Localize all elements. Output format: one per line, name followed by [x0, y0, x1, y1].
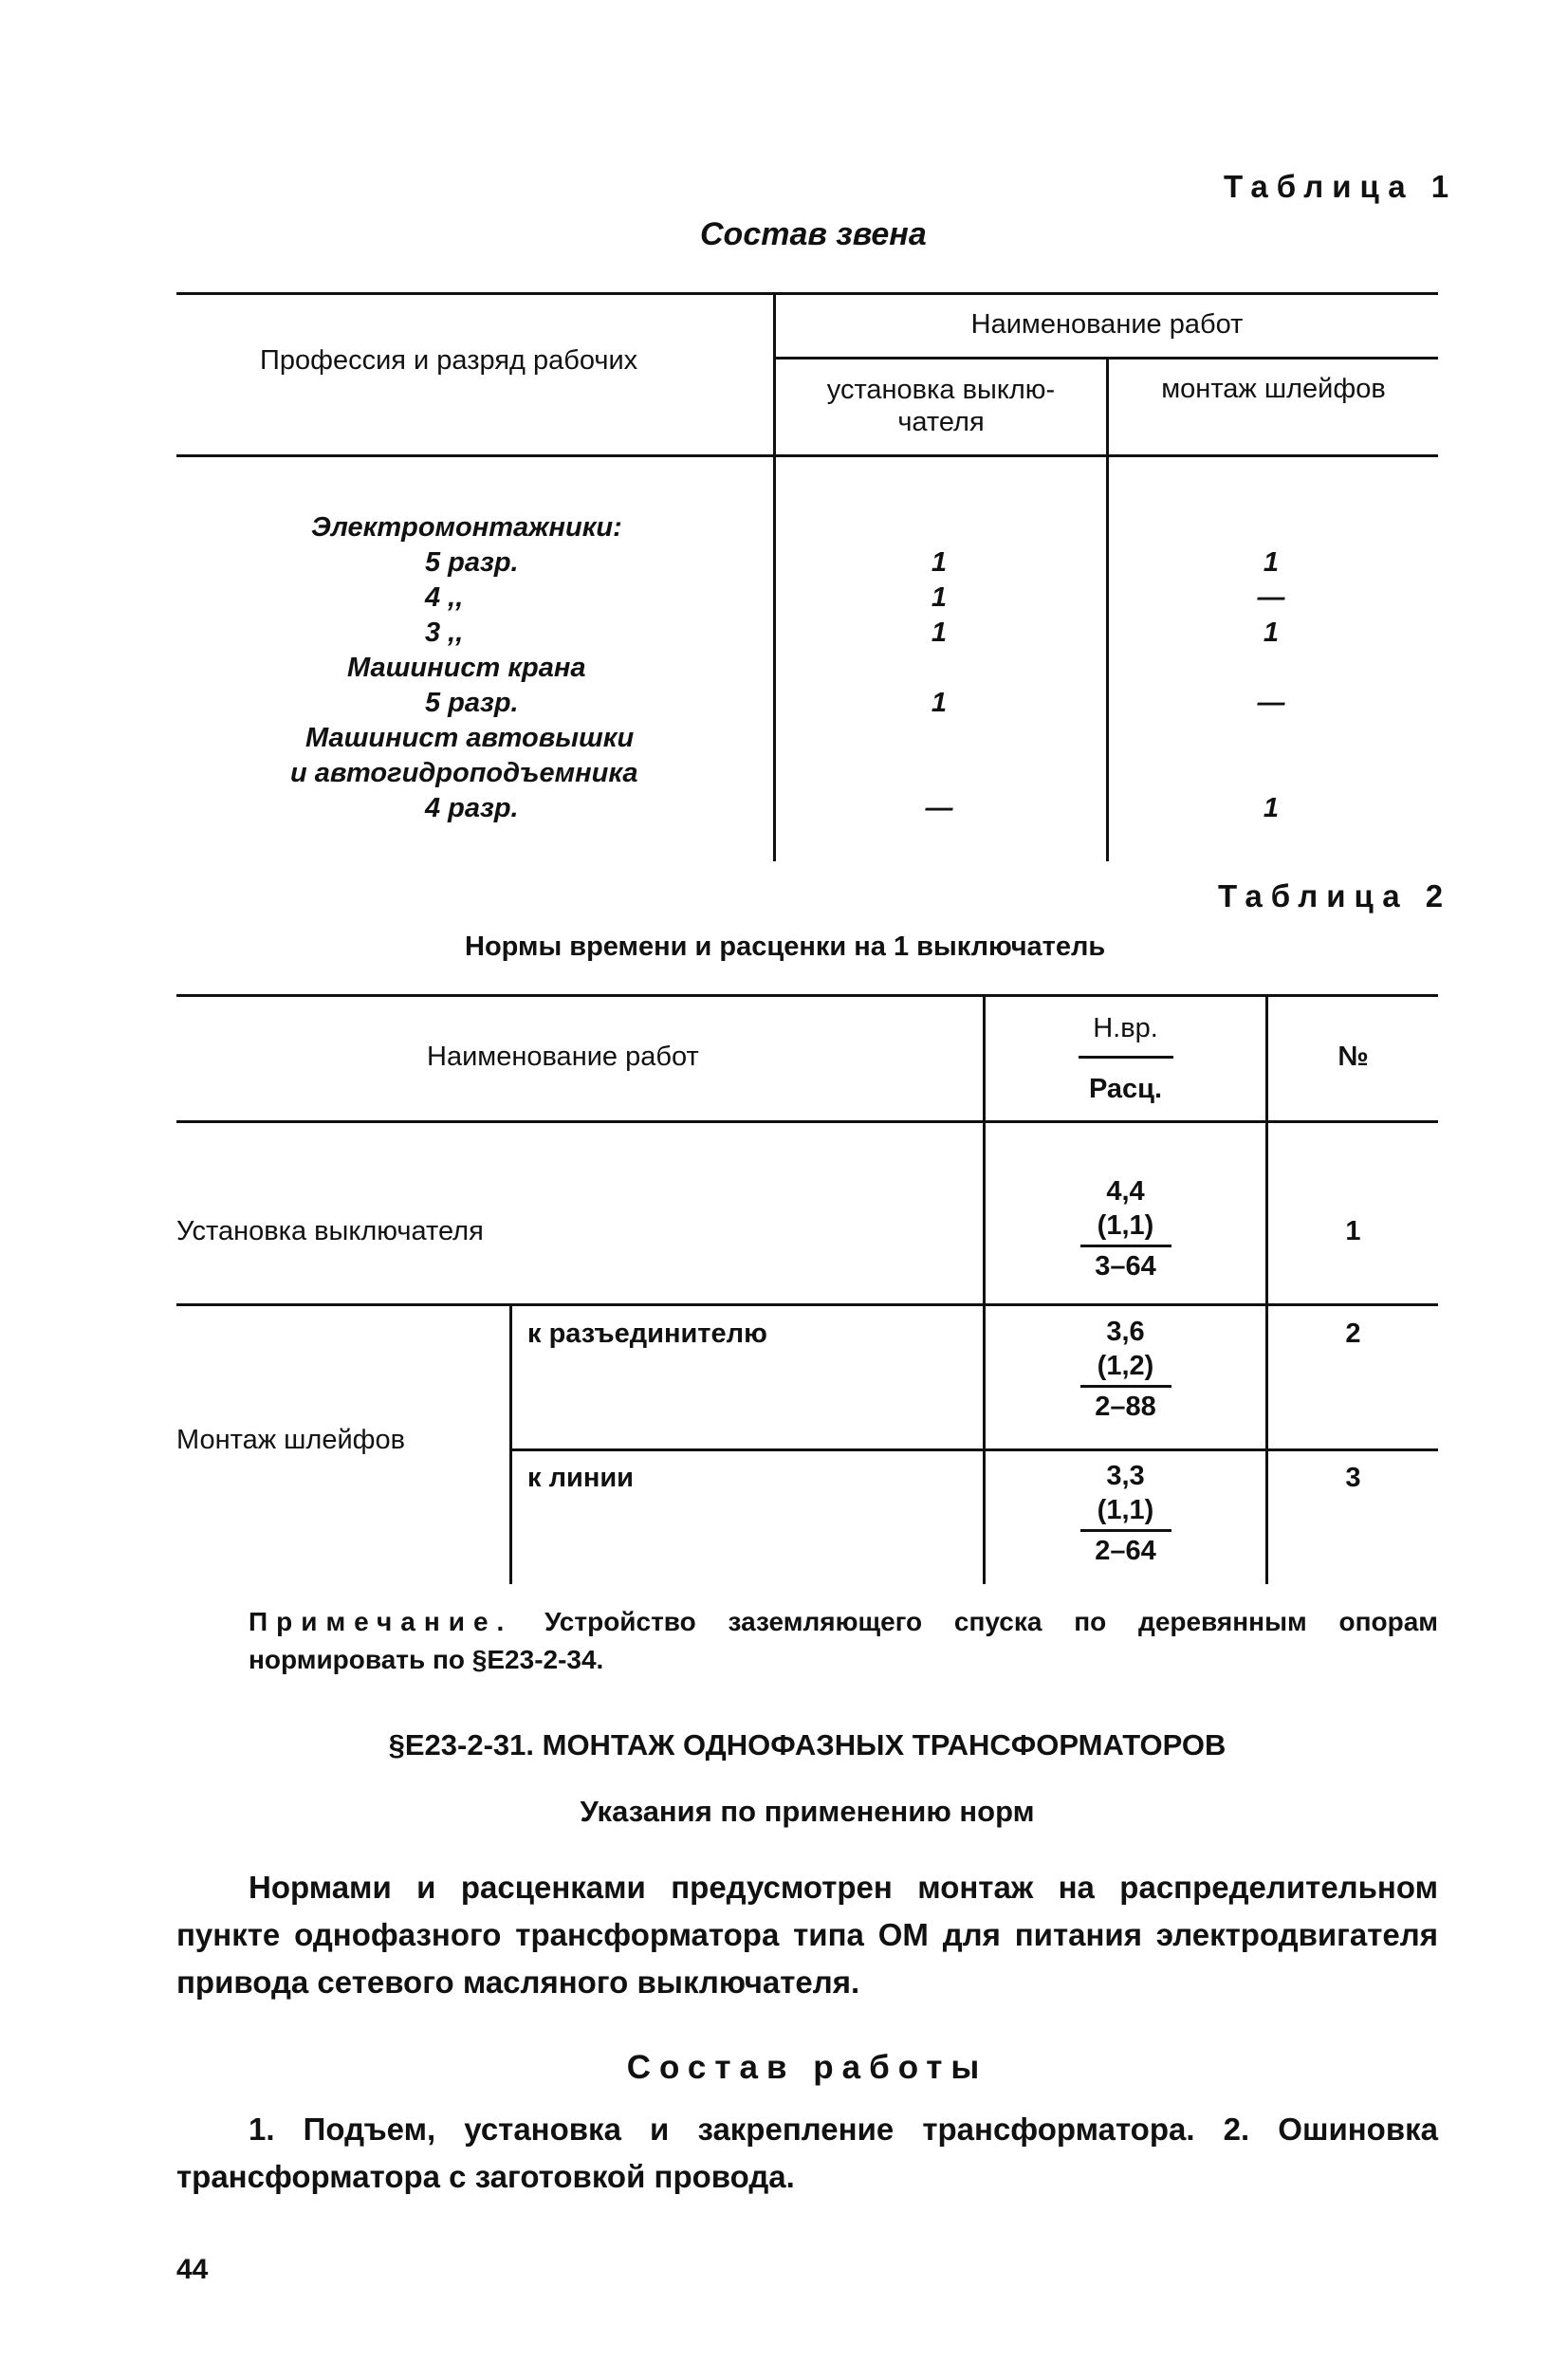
- table2-row2-no: 2: [1345, 1319, 1361, 1349]
- table2-col-divider-2: [1265, 994, 1268, 1584]
- table2-row3-no: 3: [1345, 1463, 1361, 1493]
- table1-row-label: 3 ,,: [425, 618, 464, 648]
- table2-row2-value: [986, 1315, 1265, 1424]
- table2-row2-bottom-rule: [509, 1448, 1438, 1451]
- rate: 2–88: [1095, 1392, 1156, 1422]
- table1-header-col1: установка выклю- чателя: [826, 375, 1056, 437]
- table1-cell-col1: 1: [931, 618, 948, 648]
- table2-row1-bottom-rule: [176, 1303, 1438, 1306]
- table1-header-col2: монтаж шлейфов: [1161, 374, 1386, 404]
- table2-caption: Таблица 2: [1218, 878, 1452, 913]
- section-heading: §Е23-2-31. МОНТАЖ ОДНОФАЗНЫХ ТРАНСФОРМАТОРОВ: [388, 1728, 1227, 1762]
- norm-time: 3,6: [1106, 1317, 1145, 1347]
- table1-row-label: Машинист крана: [347, 653, 586, 683]
- work-composition-title: Состав работы: [626, 2049, 988, 2086]
- table1-row-label: 5 разр.: [425, 688, 519, 718]
- fraction-bar: [1080, 1529, 1171, 1532]
- norm-time: 3,3: [1106, 1461, 1145, 1491]
- fraction-bar: [1080, 1385, 1171, 1388]
- table1-cell-col2: —: [1257, 688, 1285, 718]
- table2-row1-value: [986, 1174, 1265, 1283]
- table2-group-label: Монтаж шлейфов: [176, 1425, 406, 1455]
- fraction-bar: [1080, 1245, 1171, 1247]
- table2-group-divider: [509, 1303, 512, 1584]
- table2-header-fraction-bar: [1079, 1056, 1173, 1059]
- table1-cell-col2: 1: [1263, 547, 1280, 578]
- table2-header-works: Наименование работ: [427, 1042, 699, 1072]
- table2-note: [249, 1603, 1438, 1679]
- table1-top-rule: [176, 292, 1438, 295]
- table2-header-rasc: Расц.: [1088, 1074, 1163, 1104]
- table2-row3-label: к линии: [527, 1463, 634, 1493]
- table2-header-bottom-rule: [176, 1120, 1438, 1123]
- table2-header-nvr: Н.вр.: [1093, 1013, 1158, 1043]
- norm-extra: (1,1): [1097, 1495, 1154, 1525]
- table1-caption: Таблица 1: [1224, 169, 1458, 204]
- table2-row1-label: Установка выключателя: [176, 1216, 484, 1246]
- table1-row-label: и автогидроподъемника: [290, 758, 638, 788]
- table2-top-rule: [176, 994, 1438, 997]
- table1-row-label: 4 разр.: [425, 793, 519, 823]
- work-composition-text: 1. Подъем, установка и закрепление трансформатора. 2. Ошиновка трансформатора с заготовкой провода.: [176, 2112, 1438, 2194]
- table1-cell-col2: 1: [1263, 793, 1280, 823]
- note-text: Устройство заземляющего спуска по деревянным опорам нормировать по §Е23-2-34.: [249, 1607, 1439, 1674]
- table2-row2-label: к разъединителю: [527, 1319, 767, 1349]
- section-subheading: Указания по применению норм: [580, 1795, 1035, 1828]
- note-prefix: Примечание.: [249, 1607, 513, 1636]
- section-paragraph: Нормами и расценками предусмотрен монтаж на распределительном пункте однофазного трансформатора типа ОМ для питания электродвигателя привода сетевого масляного выключателя.: [176, 1870, 1438, 2000]
- table1-header-bottom-rule: [176, 454, 1438, 457]
- norm-extra: (1,1): [1097, 1210, 1154, 1241]
- table1-cell-col1: 1: [931, 547, 948, 578]
- page-number: 44: [176, 2254, 209, 2285]
- table1-header-profession: Профессия и разряд рабочих: [260, 345, 638, 376]
- table1-row-label: Электромонтажники:: [311, 512, 622, 543]
- table2-title: Нормы времени и расценки на 1 выключатель: [465, 931, 1106, 962]
- table1-cell-col1: 1: [931, 582, 948, 613]
- table1-title: Состав звена: [700, 216, 927, 252]
- table1-cell-col1: 1: [931, 688, 948, 718]
- table1-cell-col1: —: [925, 793, 953, 823]
- table1-cell-col2: —: [1257, 582, 1285, 613]
- table2-header-no: №: [1337, 1042, 1369, 1072]
- table1-header-works: Наименование работ: [970, 309, 1244, 340]
- table1-cell-col2: 1: [1263, 618, 1280, 648]
- table1-row-label: Машинист автовышки: [305, 723, 635, 753]
- norm-time: 4,4: [1106, 1176, 1145, 1207]
- rate: 3–64: [1095, 1251, 1156, 1282]
- table2-row3-value: [986, 1459, 1265, 1568]
- table2-row1-no: 1: [1345, 1216, 1361, 1246]
- table1-row-label: 4 ,,: [425, 582, 464, 613]
- table1-row-label: 5 разр.: [425, 547, 519, 578]
- norm-extra: (1,2): [1097, 1351, 1154, 1381]
- table1-col-divider-2: [1106, 357, 1109, 861]
- rate: 2–64: [1095, 1536, 1156, 1566]
